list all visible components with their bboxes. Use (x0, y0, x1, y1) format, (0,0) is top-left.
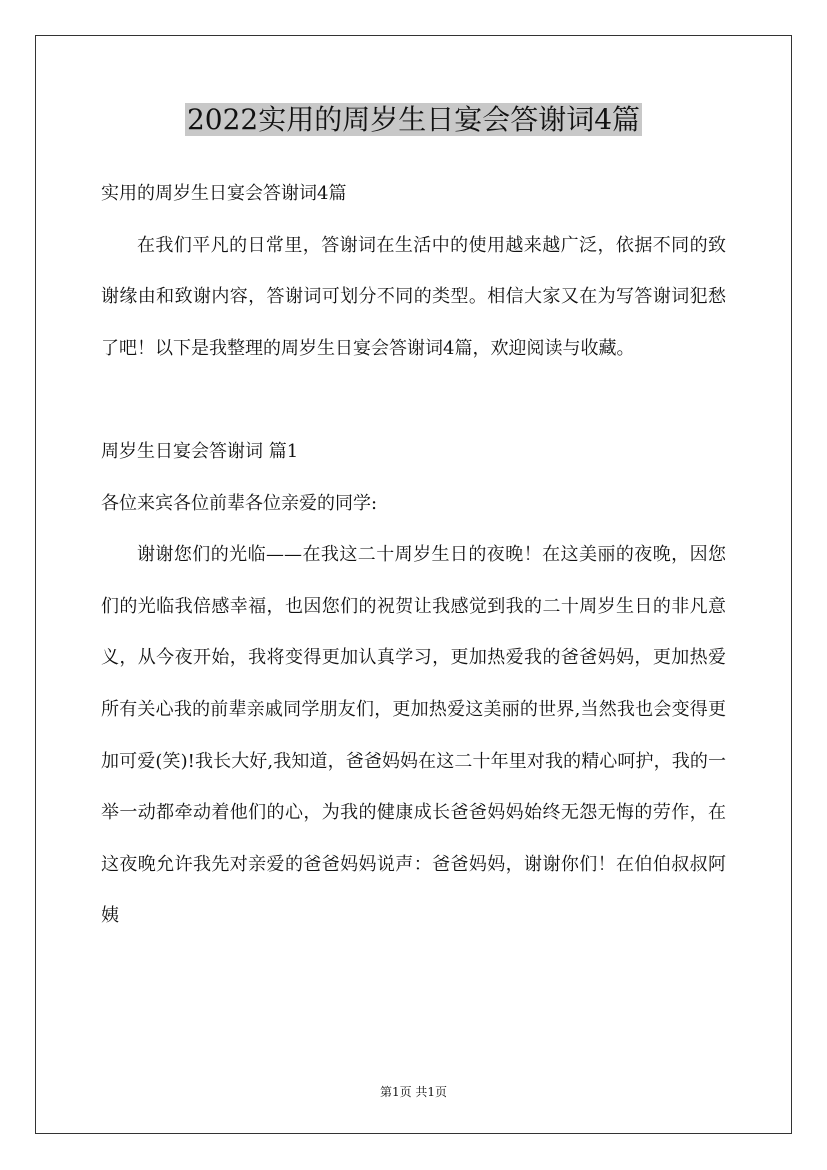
body-paragraph: 谢谢您们的光临——在我这二十周岁生日的夜晚！在这美丽的夜晚，因您们的光临我倍感幸福，也因您们的祝贺让我感觉到我的二十周岁生日的非凡意义，从今夜开始，我将变得更加认真学习，更加热爱我的爸爸妈妈，更加热爱所有关心我的前辈亲戚同学朋友们，更加热爱这美丽的世界,当然我也会变得更加可爱(笑)!我长大好,我知道，爸爸妈妈在这二十年里对我的精心呵护，我的一举一动都牵动着他们的心，为我的健康成长爸爸妈妈始终无怨无悔的劳作，在这夜晚允许我先对亲爱的爸爸妈妈说声：爸爸妈妈，谢谢你们！在伯伯叔叔阿姨 (101, 544, 726, 927)
document-title (0, 100, 827, 140)
page-footer: 第1页 共1页 (379, 1085, 448, 1099)
title-text: 2022实用的周岁生日宴会答谢词4篇 (186, 103, 641, 136)
document-body (101, 168, 726, 942)
salutation-paragraph: 各位来宾各位前辈各位亲爱的同学: (101, 492, 378, 514)
section-heading: 周岁生日宴会答谢词 篇1 (101, 440, 299, 462)
intro-paragraph: 在我们平凡的日常里，答谢词在生活中的使用越来越广泛，依据不同的致谢缘由和致谢内容，答谢词可划分不同的类型。相信大家又在为写答谢词犯愁了吧！以下是我整理的周岁生日宴会答谢词4篇，欢迎阅读与收藏。 (101, 234, 726, 359)
paragraph-spacer (101, 374, 726, 426)
document-subtitle: 实用的周岁生日宴会答谢词4篇 (101, 183, 347, 204)
